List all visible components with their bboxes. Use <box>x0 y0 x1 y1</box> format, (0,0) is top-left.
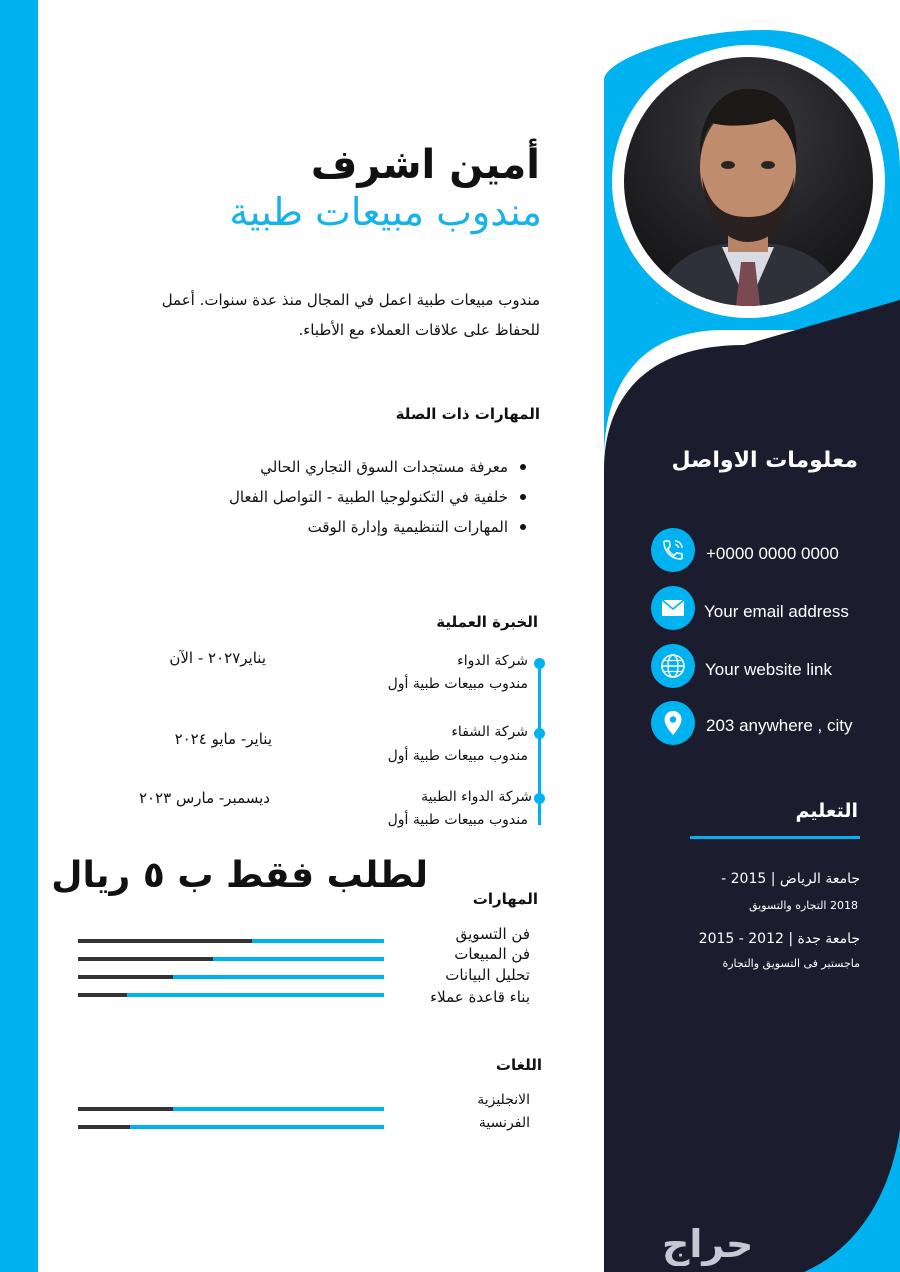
list-item: معرفة مستجدات السوق التجاري الحالي <box>88 452 508 482</box>
language-bar <box>78 1107 384 1111</box>
education-divider <box>690 836 860 839</box>
language-bar-fill <box>78 1125 130 1129</box>
experience-date: يناير٢٠٢٧ - الآن <box>169 649 266 667</box>
bullet-icon <box>520 464 526 470</box>
person-name: أمين اشرف <box>310 142 540 188</box>
phone-icon <box>651 528 695 572</box>
education-main: جامعة جدة | 2012 - 2015 <box>698 931 860 947</box>
language-bar-fill <box>78 1107 173 1111</box>
email-icon <box>651 586 695 630</box>
list-item: المهارات التنظيمية وإدارة الوقت <box>88 512 508 542</box>
watermark-logo: حراج <box>662 1222 754 1266</box>
relevant-skills-list <box>88 452 508 542</box>
contact-email: Your email address <box>704 602 849 621</box>
experience-role: مندوب مبيعات طبية أول <box>387 748 528 764</box>
languages-heading: اللغات <box>495 1056 542 1074</box>
timeline-dot <box>534 658 545 669</box>
bullet-icon <box>520 524 526 530</box>
skill-label: فن المبيعات <box>454 945 530 963</box>
timeline-dot <box>534 793 545 804</box>
skill-label: تحليل البيانات <box>445 966 530 984</box>
language-bar <box>78 1125 384 1129</box>
contact-address: 203 anywhere , city <box>706 716 853 735</box>
experience-company: شركة الدواء الطبية <box>421 789 532 805</box>
profile-photo <box>624 57 873 306</box>
skill-bar <box>78 939 384 943</box>
contact-phone: +0000 0000 0000 <box>706 544 839 563</box>
experience-company: شركة الشفاء <box>451 724 528 740</box>
education-main: جامعة الرياض | 2015 - <box>721 871 860 887</box>
relevant-skills-heading: المهارات ذات الصلة <box>395 405 540 423</box>
skill-label: فن التسويق <box>455 925 530 943</box>
skill-bar <box>78 957 384 961</box>
contact-heading: معلومات الاواصل <box>671 448 858 473</box>
experience-role: مندوب مبيعات طبية أول <box>387 676 528 692</box>
skill-bar-fill <box>78 993 127 997</box>
globe-icon <box>651 644 695 688</box>
skill-bar <box>78 993 384 997</box>
contact-website: Your website link <box>705 660 832 679</box>
experience-role: مندوب مبيعات طبية أول <box>387 812 528 828</box>
education-sub: ماجستير فى التسويق والتجارة <box>722 957 860 970</box>
left-accent-strip <box>0 0 38 1272</box>
experience-date: ديسمبر- مارس ٢٠٢٣ <box>138 789 270 807</box>
list-item: خلفية في التكنولوجيا الطبية - التواصل الفعال <box>88 482 508 512</box>
education-sub: 2018 التجاره والتسويق <box>748 899 858 912</box>
promo-text: لطلب فقط ب ٥ ريال <box>51 855 428 896</box>
experience-company: شركة الدواء <box>457 653 528 669</box>
timeline-dot <box>534 728 545 739</box>
language-label: الانجليزية <box>477 1092 530 1108</box>
skill-label: بناء قاعدة عملاء <box>430 988 530 1006</box>
skill-bar-fill <box>78 957 213 961</box>
skill-bar-fill <box>78 939 252 943</box>
education-heading: التعليم <box>795 800 858 822</box>
bullet-icon <box>520 494 526 500</box>
experience-heading: الخبرة العملية <box>436 613 538 631</box>
location-pin-icon <box>651 701 695 745</box>
experience-date: يناير- مايو ٢٠٢٤ <box>174 730 272 748</box>
profile-summary: مندوب مبيعات طبية اعمل في المجال منذ عدة سنوات. أعمل للحفاظ على علاقات العملاء مع الأطباء. <box>161 291 540 339</box>
language-label: الفرنسية <box>478 1115 530 1131</box>
skill-bar <box>78 975 384 979</box>
skill-bar-fill <box>78 975 173 979</box>
skills-heading: المهارات <box>472 890 538 908</box>
job-title: مندوب مبيعات طبية <box>229 190 542 234</box>
